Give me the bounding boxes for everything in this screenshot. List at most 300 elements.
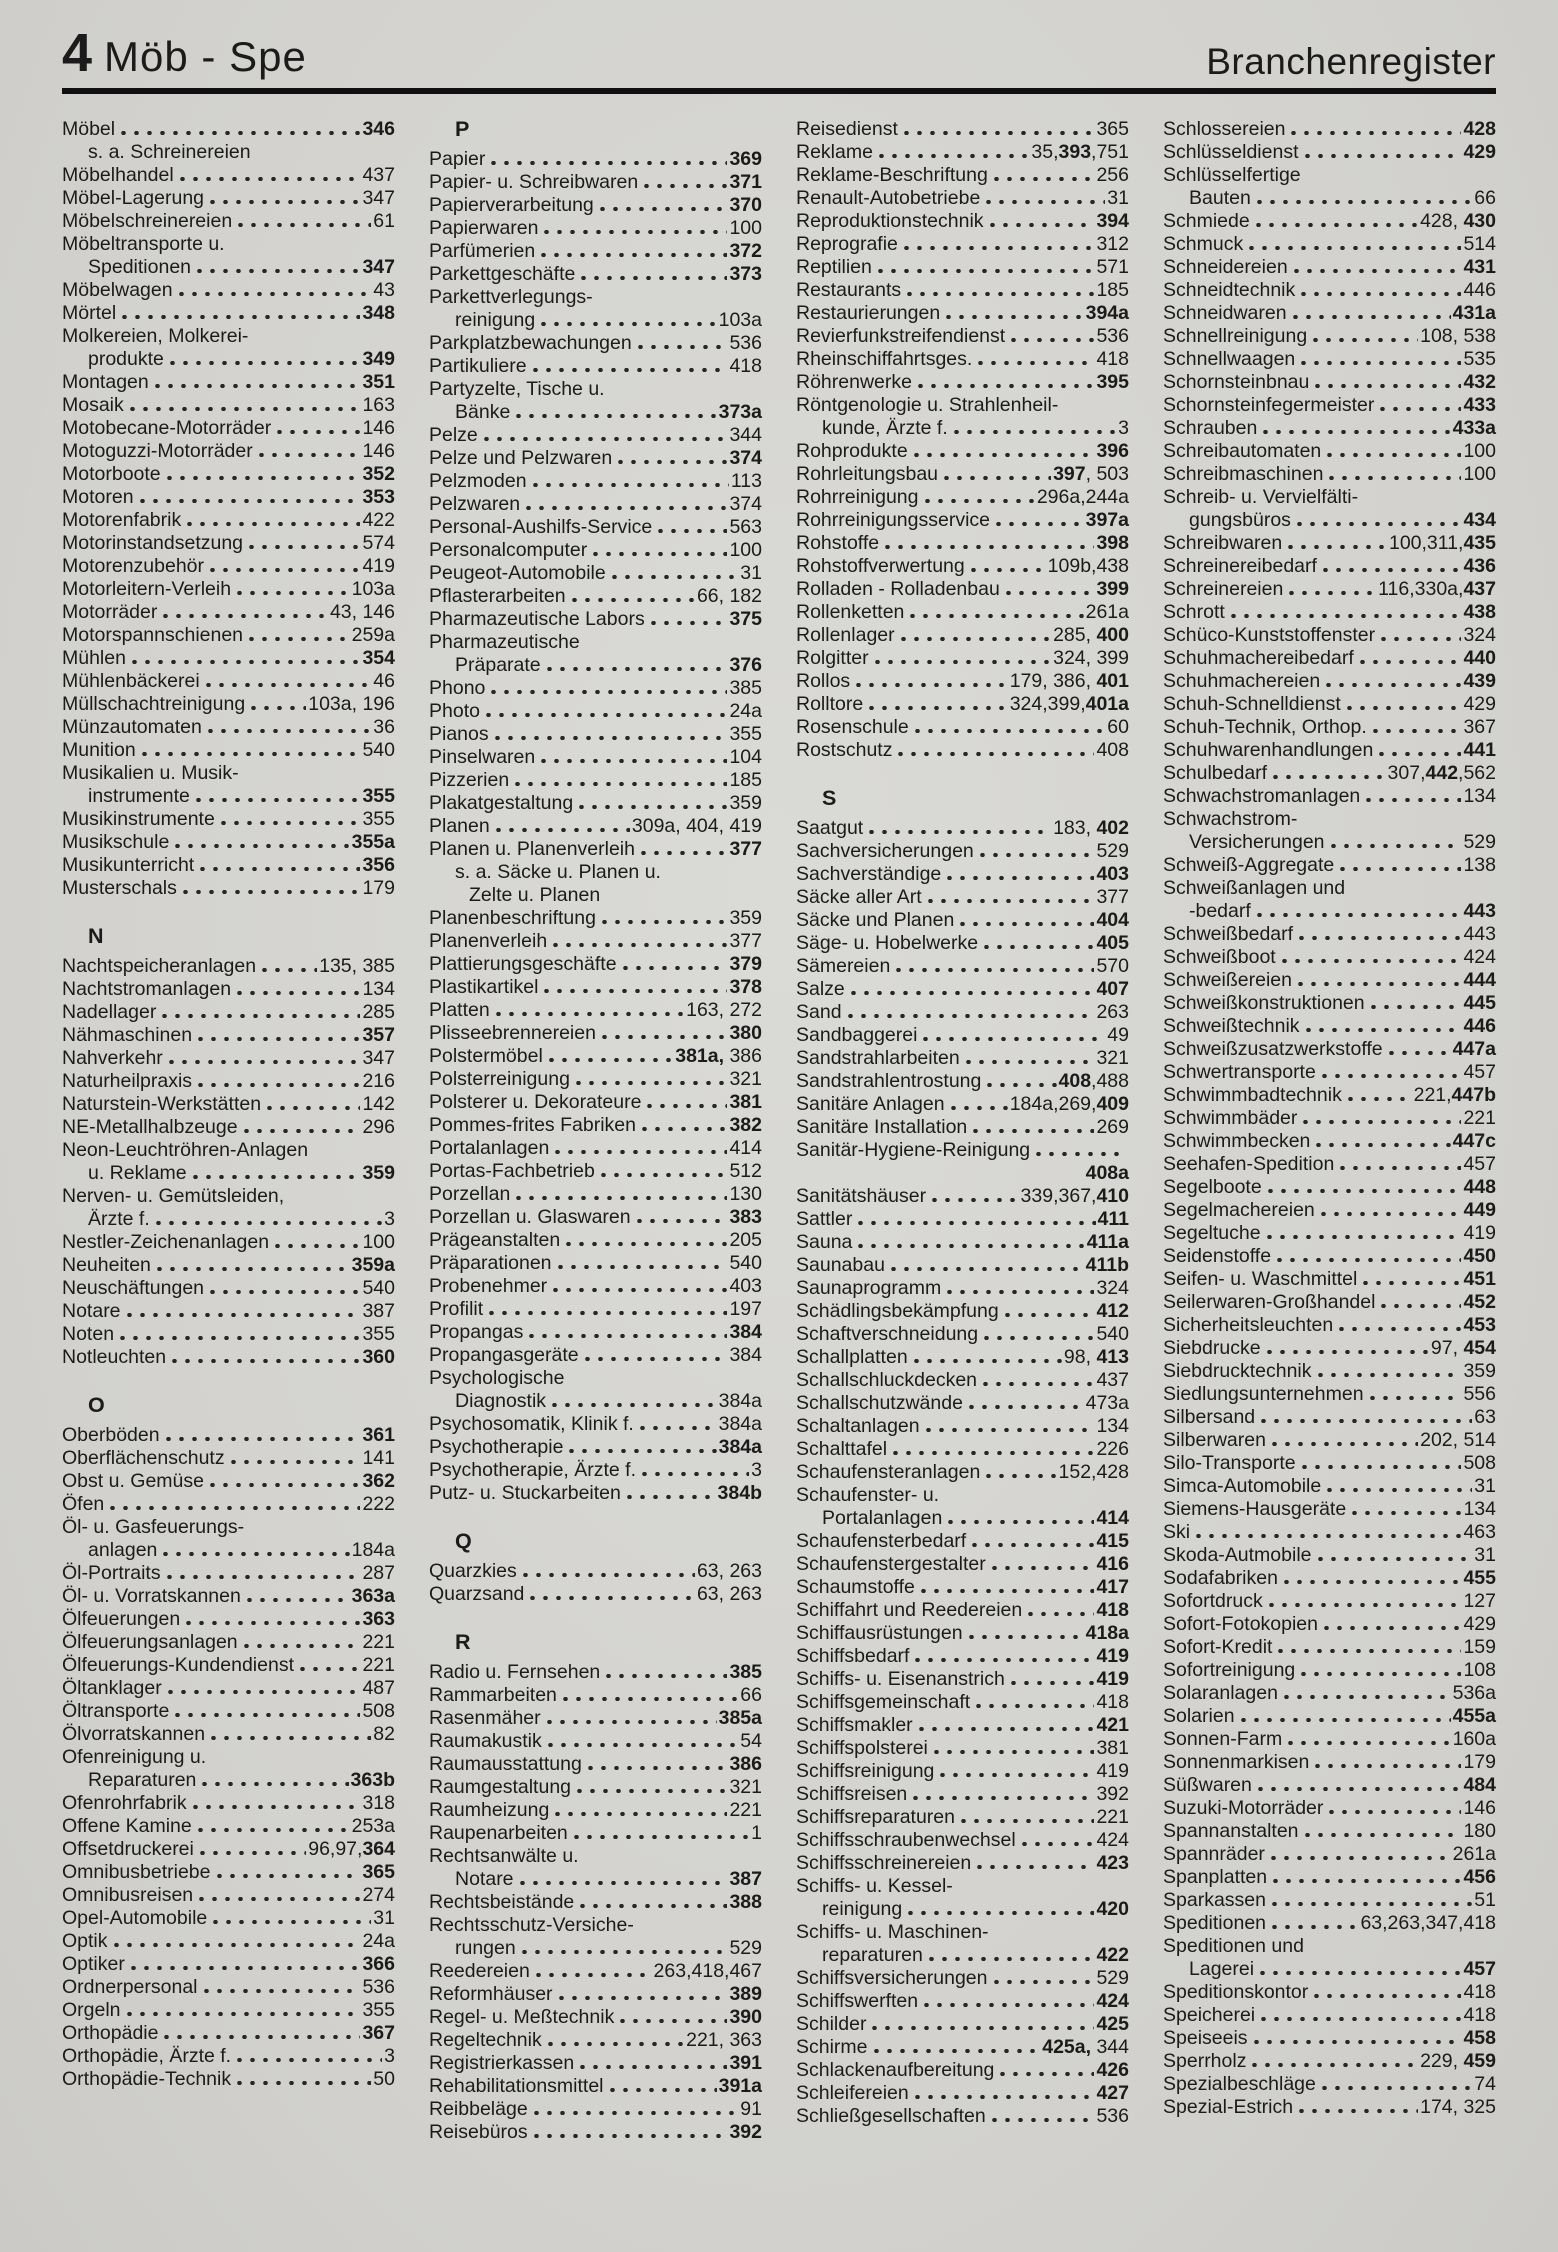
entry-label: Reprografie (796, 233, 898, 255)
entry-label: Spanplatten (1163, 1866, 1268, 1888)
dot-leader (1329, 476, 1461, 480)
entry-label: Personal-Aushilfs-Service (429, 516, 653, 538)
index-entry-line (62, 348, 395, 371)
index-entry-line (1163, 647, 1496, 670)
page-reference: 54 (740, 1730, 762, 1752)
dot-leader (1028, 1612, 1094, 1616)
index-entry-line (796, 1553, 1129, 1576)
index-entry-line (1163, 302, 1496, 325)
entry-label: Diagnostik (455, 1390, 547, 1412)
entry-label: Raumausstattung (429, 1753, 582, 1775)
index-entry-line (429, 838, 762, 861)
page-reference: 3 (384, 1208, 395, 1230)
dot-leader (237, 591, 350, 595)
entry-label: Schiffsgemeinschaft (796, 1691, 971, 1713)
entry-label: Schornsteinfegermeister (1163, 394, 1375, 416)
entry-label: Sachverständige (796, 863, 942, 885)
entry-label: Schweißereien (1163, 969, 1292, 991)
entry-label: Reklame (796, 141, 873, 163)
dot-leader (175, 1713, 360, 1717)
page-reference: 392 (1096, 1783, 1129, 1805)
dot-leader (1278, 1649, 1461, 1653)
dot-leader (193, 1805, 361, 1809)
index-entry-line (429, 1275, 762, 1298)
page-reference: 371 (729, 171, 762, 193)
page-reference: 146 (362, 440, 395, 462)
index-entry-line (429, 1822, 762, 1845)
entry-label: gungsbüros (1189, 509, 1291, 531)
dot-leader (1273, 775, 1385, 779)
index-entry-line (62, 1562, 395, 1585)
section-letter-N: N (88, 924, 104, 948)
index-entry-line (796, 955, 1129, 978)
entry-label: Putz- u. Stuckarbeiten (429, 1482, 621, 1504)
index-entry-line (796, 840, 1129, 863)
entry-label: Psychotherapie, Ärzte f. (429, 1459, 637, 1481)
dot-leader (210, 1290, 360, 1294)
page-reference: 390 (729, 2006, 762, 2028)
dot-leader (580, 2065, 727, 2069)
entry-label: Sanitäre Installation (796, 1116, 968, 1138)
index-entry-line (1163, 256, 1496, 279)
dot-leader (638, 345, 728, 349)
dot-leader (1011, 338, 1094, 342)
page-reference: 394 (1096, 210, 1129, 232)
entry-label: Schweißzusatzwerkstoffe (1163, 1038, 1383, 1060)
page-reference: 229, 459 (1420, 2050, 1496, 2072)
index-entry-line (1163, 578, 1496, 601)
index-entry-line (1163, 1912, 1496, 1935)
entry-label: Sachversicherungen (796, 840, 974, 862)
dot-leader (1006, 591, 1095, 595)
index-entry-line (796, 1001, 1129, 1024)
index-entry-line (796, 417, 1129, 440)
entry-label: Schreibwaren (1163, 532, 1283, 554)
entry-label: Rammarbeiten (429, 1684, 557, 1706)
index-entry-line (62, 1346, 395, 1369)
entry-label: Rehabilitationsmittel (429, 2075, 604, 2097)
entry-label: Platten (429, 999, 490, 1021)
dot-leader (932, 1198, 1018, 1202)
entry-label: Schädlingsbekämpfung (796, 1300, 999, 1322)
entry-label: Schwimmbecken (1163, 1130, 1311, 1152)
page-reference: 138 (1463, 854, 1496, 876)
index-entry-line (1163, 118, 1496, 141)
dot-leader (1371, 1005, 1462, 1009)
entry-label: Motorenfabrik (62, 509, 182, 531)
dot-leader (231, 1460, 361, 1464)
entry-label: Öltransporte (62, 1700, 170, 1722)
entry-label: Schiffsbedarf (796, 1645, 910, 1667)
index-entry-line (62, 831, 395, 854)
entry-label: Schulbedarf (1163, 762, 1268, 784)
dot-leader (1381, 1304, 1461, 1308)
page-reference: 540 (362, 739, 395, 761)
entry-label: Motorinstandsetzung (62, 532, 244, 554)
dot-leader (644, 184, 727, 188)
index-entry-line (1163, 1406, 1496, 1429)
dot-leader (1268, 1189, 1462, 1193)
index-entry-line (1163, 371, 1496, 394)
index-entry-line (1163, 463, 1496, 486)
index-entry-line (62, 141, 395, 164)
dot-leader (1327, 453, 1461, 457)
page-reference: 355 (362, 785, 395, 807)
dot-leader (1272, 1902, 1472, 1906)
entry-label: Papier- u. Schreibwaren (429, 171, 639, 193)
page-reference: 285 (362, 1001, 395, 1023)
page-reference: 512 (729, 1160, 762, 1182)
dot-leader (267, 1106, 360, 1110)
entry-label: Registrierkassen (429, 2052, 575, 2074)
index-entry-line (429, 1983, 762, 2006)
entry-label: u. Reklame (88, 1162, 187, 1184)
dot-leader (1254, 2040, 1462, 2044)
entry-label: Montagen (62, 371, 149, 393)
index-entry-line (429, 309, 762, 332)
page-reference: 418 (1096, 348, 1129, 370)
entry-label: Speditionskontor (1163, 1981, 1309, 2003)
entry-label: Suzuki-Motorräder (1163, 1797, 1324, 1819)
index-entry-line (62, 118, 395, 141)
index-entry-line (62, 624, 395, 647)
dot-leader (142, 752, 361, 756)
page-reference: 455 (1463, 1567, 1496, 1589)
dot-leader (872, 2026, 1094, 2030)
page-reference: 536 (362, 1976, 395, 1998)
page-reference: 51 (1474, 1889, 1496, 1911)
entry-label: Schneidereien (1163, 256, 1288, 278)
index-entry-line (62, 1447, 395, 1470)
entry-label: Schuhmachereibedarf (1163, 647, 1354, 669)
dot-leader (925, 499, 1035, 503)
entry-label: Schaftverschneidung (796, 1323, 979, 1345)
page-reference: 100,311,435 (1388, 532, 1496, 554)
page-reference: 424 (1096, 1829, 1129, 1851)
dot-leader (915, 2095, 1095, 2099)
index-entry-line (1163, 509, 1496, 532)
dot-leader (110, 1506, 360, 1510)
index-entry-line (429, 1482, 762, 1505)
index-entry-line (429, 999, 762, 1022)
entry-label: Sofortreinigung (1163, 1659, 1296, 1681)
index-entry-line (796, 2082, 1129, 2105)
page-reference: 419 (1463, 1222, 1496, 1244)
page-reference: 31 (1474, 1544, 1496, 1566)
dot-leader (1277, 1258, 1461, 1262)
entry-label: Papierwaren (429, 217, 539, 239)
dot-leader (923, 1037, 1105, 1041)
entry-label: Porzellan u. Glaswaren (429, 1206, 631, 1228)
entry-label: Zelte u. Planen (469, 884, 601, 906)
dot-leader (983, 1382, 1094, 1386)
page-reference: 253a (351, 1815, 395, 1837)
entry-label: Regel- u. Meßtechnik (429, 2006, 615, 2028)
header-left (62, 23, 307, 83)
index-entry-line (1163, 1935, 1496, 1958)
dot-leader (530, 1596, 695, 1600)
page-reference: 529 (1096, 840, 1129, 862)
page-reference: 35,393,751 (1031, 141, 1129, 163)
entry-label: Mühlenbäckerei (62, 670, 200, 692)
dot-leader (919, 1727, 1095, 1731)
dot-leader (157, 1267, 350, 1271)
page-reference: 408,488 (1058, 1070, 1129, 1092)
index-entry-line (429, 332, 762, 355)
index-entry-line (429, 1068, 762, 1091)
dot-leader (1313, 338, 1418, 342)
page-reference: 134 (1463, 785, 1496, 807)
dot-leader (130, 407, 361, 411)
dot-leader (259, 453, 361, 457)
entry-label: Pelzmoden (429, 470, 527, 492)
index-entry-line (429, 1045, 762, 1068)
entry-label: Portalanlagen (822, 1507, 943, 1529)
index-entry-line (62, 417, 395, 440)
index-entry-line (1163, 1314, 1496, 1337)
dot-leader (210, 1483, 360, 1487)
page-reference: 418a (1085, 1622, 1129, 1644)
dot-leader (541, 253, 727, 257)
entry-label: Säcke aller Art (796, 886, 922, 908)
dot-leader (249, 637, 350, 641)
page-reference: 399 (1096, 578, 1129, 600)
index-entry-line (62, 1139, 395, 1162)
dot-leader (183, 890, 361, 894)
index-entry-line (62, 2022, 395, 2045)
entry-label: Salze (796, 978, 845, 1000)
page-reference: 359 (1463, 1360, 1496, 1382)
dot-leader (262, 968, 317, 972)
entry-label: Rohrleitungsbau (796, 463, 939, 485)
entry-label: Schwertransporte (1163, 1061, 1316, 1083)
entry-label: Pianos (429, 723, 489, 745)
page-reference: 159 (1463, 1636, 1496, 1658)
page-reference: 31 (740, 562, 762, 584)
dot-leader (164, 2035, 360, 2039)
index-entry-line (429, 424, 762, 447)
page-reference: 374 (729, 447, 762, 469)
entry-label: Sand (796, 1001, 842, 1023)
dot-leader (496, 1012, 684, 1016)
page-reference: 385a (718, 1707, 762, 1729)
dot-leader (1389, 1051, 1451, 1055)
index-entry-line (796, 1921, 1129, 1944)
page-reference: 360 (362, 1346, 395, 1368)
page-reference: 339,367,410 (1020, 1185, 1129, 1207)
index-entry-line (796, 210, 1129, 233)
entry-label: Propangasgeräte (429, 1344, 579, 1366)
page-reference: 365 (362, 1861, 395, 1883)
page-reference: 285, 400 (1053, 624, 1129, 646)
entry-label: Schreibautomaten (1163, 440, 1322, 462)
index-entry-line (796, 1645, 1129, 1668)
entry-label: Schrott (1163, 601, 1225, 623)
entry-label: Omnibusreisen (62, 1884, 194, 1906)
dot-leader (175, 844, 349, 848)
dot-leader (585, 1357, 728, 1361)
entry-label: Parkettverlegungs- (429, 286, 593, 308)
dot-leader (1352, 1511, 1461, 1515)
entry-label: Möbelschreinereien (62, 210, 233, 232)
entry-label: Schiffsreparaturen (796, 1806, 955, 1828)
entry-label: Schweißboot (1163, 946, 1276, 968)
page-reference: 100 (729, 539, 762, 561)
page-reference: 348 (362, 302, 395, 324)
page-reference: 363 (362, 1608, 395, 1630)
index-entry-line (62, 187, 395, 210)
page-reference: 379 (729, 953, 762, 975)
dot-leader (921, 1589, 1095, 1593)
index-entry-line (62, 1116, 395, 1139)
page-header (62, 23, 1496, 94)
index-entry-line (62, 877, 395, 900)
page-reference: 574 (362, 532, 395, 554)
dot-leader (1261, 2017, 1461, 2021)
page-reference: 82 (373, 1723, 395, 1745)
page-number: 4 (62, 23, 93, 83)
index-entry-line (429, 631, 762, 654)
dot-leader (1327, 1488, 1472, 1492)
entry-label: Musikschule (62, 831, 170, 853)
entry-label: Schleifereien (796, 2082, 909, 2104)
dot-leader (1022, 1842, 1095, 1846)
index-entry-line (429, 1344, 762, 1367)
entry-label: Renault-Autobetriebe (796, 187, 981, 209)
page-reference: 152,428 (1058, 1461, 1129, 1483)
dot-leader (1322, 1074, 1462, 1078)
index-entry-line (796, 693, 1129, 716)
dot-leader (1305, 1833, 1462, 1837)
entry-label: Rohstoffverwertung (796, 555, 965, 577)
page-reference: 205 (729, 1229, 762, 1251)
entry-label: Profilit (429, 1298, 484, 1320)
page-reference: 127 (1463, 1590, 1496, 1612)
page-reference: 420 (1096, 1898, 1129, 1920)
index-entry-line (796, 486, 1129, 509)
dot-leader (904, 246, 1095, 250)
dot-leader (237, 2081, 371, 2085)
entry-label: Bauten (1189, 187, 1251, 209)
page-reference: 49 (1107, 1024, 1129, 1046)
dot-leader (940, 1773, 1094, 1777)
index-entry-line (429, 286, 762, 309)
page-reference: 446 (1463, 1015, 1496, 1037)
entry-label: Schlüsselfertige (1163, 164, 1301, 186)
page-reference: 197 (729, 1298, 762, 1320)
index-entry-line (429, 2075, 762, 2098)
dot-leader (960, 922, 1094, 926)
entry-label: Papierverarbeitung (429, 194, 594, 216)
page-reference: 433 (1463, 394, 1496, 416)
dot-leader (120, 1336, 360, 1340)
index-entry-line (62, 1277, 395, 1300)
entry-label: Speditionen (88, 256, 192, 278)
dot-leader (489, 1311, 727, 1315)
dot-leader (217, 1874, 361, 1878)
index-entry-line (796, 1668, 1129, 1691)
entry-label: Säcke und Planen (796, 909, 955, 931)
index-entry-line (796, 716, 1129, 739)
page-reference: 418 (729, 355, 762, 377)
index-entry-line (429, 2098, 762, 2121)
index-entry-line (796, 118, 1129, 141)
dot-leader (576, 1081, 728, 1085)
entry-label: Ölvorratskannen (62, 1723, 206, 1745)
entry-label: Müllschachtreinigung (62, 693, 246, 715)
dot-leader (555, 1812, 727, 1816)
entry-label: Pelzwaren (429, 493, 521, 515)
section-letter-R: R (455, 1630, 471, 1654)
index-entry-line (429, 815, 762, 838)
dot-leader (558, 1265, 728, 1269)
dot-leader (1260, 1971, 1461, 1975)
page-reference: 457 (1463, 1153, 1496, 1175)
entry-label: Motorleitern-Verleih (62, 578, 232, 600)
dot-leader (204, 1989, 361, 1993)
entry-label: Schweißkonstruktionen (1163, 992, 1365, 1014)
dot-leader (885, 545, 1094, 549)
index-entry-line (1163, 1245, 1496, 1268)
entry-label: Schmuck (1163, 233, 1244, 255)
dot-leader (533, 368, 728, 372)
dot-leader (1348, 1097, 1412, 1101)
page-reference: 445 (1463, 992, 1496, 1014)
entry-label: Sandbaggerei (796, 1024, 918, 1046)
entry-label: Orthopädie (62, 2022, 159, 2044)
dot-leader (1302, 1465, 1462, 1469)
page-reference: 417 (1096, 1576, 1129, 1598)
page-reference: 418 (1096, 1599, 1129, 1621)
index-entry-line (429, 1459, 762, 1482)
index-entry-line (62, 1815, 395, 1838)
entry-label: Schwimmbäder (1163, 1107, 1298, 1129)
register-title: Branchenregister (1206, 41, 1496, 82)
index-entry-line (429, 1183, 762, 1206)
dot-leader (984, 945, 1094, 949)
entry-label: Ölfeuerungen (62, 1608, 181, 1630)
dot-leader (908, 1911, 1094, 1915)
index-entry-line (62, 1608, 395, 1631)
dot-leader (992, 2118, 1095, 2122)
index-entry-line (1163, 1291, 1496, 1314)
page-reference: 226 (1096, 1438, 1129, 1460)
dot-leader (581, 276, 727, 280)
page-reference: 412 (1096, 1300, 1129, 1322)
index-entry-line (1163, 325, 1496, 348)
page-reference: 66 (740, 1684, 762, 1706)
page-reference: 384a (718, 1390, 762, 1412)
index-entry-line (62, 1300, 395, 1323)
page-reference: 359a (351, 1254, 395, 1276)
dot-leader (1301, 1672, 1461, 1676)
dot-leader (606, 1674, 727, 1678)
page-reference: 424 (1096, 1990, 1129, 2012)
dot-leader (197, 269, 360, 273)
entry-label: Schließgesellschaften (796, 2105, 986, 2127)
dot-leader (544, 230, 727, 234)
index-entry-line (796, 1967, 1129, 1990)
index-entry-line (62, 2068, 395, 2091)
dot-leader (1380, 407, 1461, 411)
page-reference: 422 (362, 509, 395, 531)
page-reference: 91 (740, 2098, 762, 2120)
section-letter-S: S (822, 786, 837, 810)
dot-leader (926, 1428, 1095, 1432)
index-entry-line (429, 1845, 762, 1868)
entry-label: Seidenstoffe (1163, 1245, 1272, 1267)
entry-label: Speicherei (1163, 2004, 1256, 2026)
